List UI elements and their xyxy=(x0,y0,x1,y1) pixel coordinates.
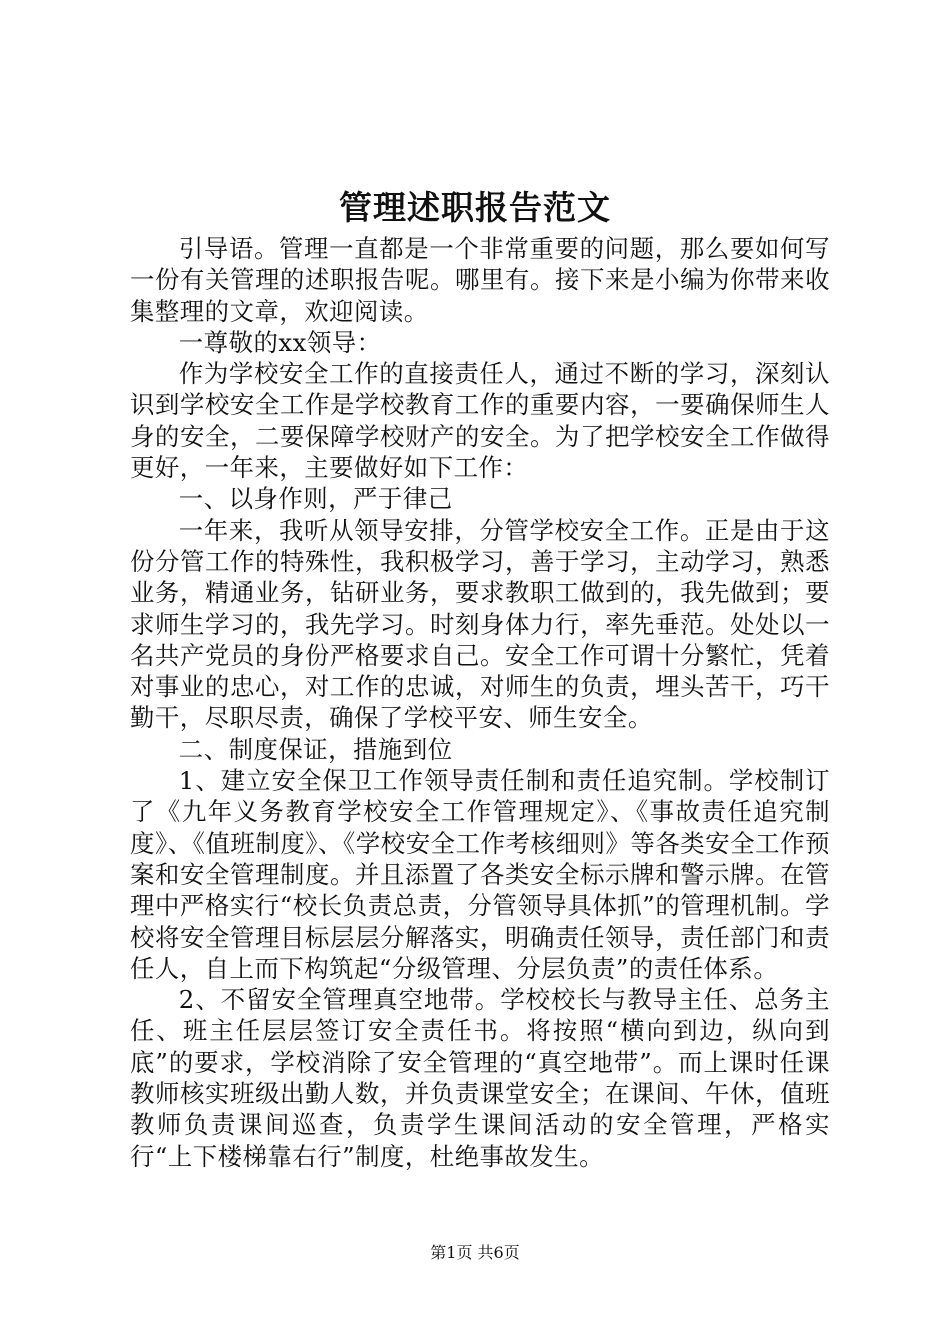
paragraph-opening: 作为学校安全工作的直接责任人，通过不断的学习，深刻认识到学校安全工作是学校教育工作的重要内容，一要确保师生人身的安全，二要保障学校财产的安全。为了把学校安全工作做得更好，一年来，主要做好如下工作： xyxy=(130,359,830,483)
document-body xyxy=(130,233,830,1172)
section-heading-1: 一、以身作则，严于律己 xyxy=(178,484,453,514)
section-heading-2: 二、制度保证，措施到位 xyxy=(178,734,453,764)
paragraph-intro: 引导语。管理一直都是一个非常重要的问题，那么要如何写一份有关管理的述职报告呢。哪里有。接下来是小编为你带来收集整理的文章，欢迎阅读。 xyxy=(130,234,830,326)
paragraph-salutation: 一尊敬的xx领导： xyxy=(178,327,382,357)
document-title: 管理述职报告范文 xyxy=(339,188,611,227)
page-number-footer: 第1页 共6页 xyxy=(430,1243,520,1262)
paragraph-item-1: 1、建立安全保卫工作领导责任制和责任追究制。学校制订了《九年义务教育学校安全工作管理规定》、《事故责任追究制度》、《值班制度》、《学校安全工作考核细则》等各类安全工作预案和安全管理制度。并且添置了各类安全标示牌和警示牌。在管理中严格实行“校长负责总责，分管领导具体抓”的管理机制。学校将安全管理目标层层分解落实，明确责任领导，责任部门和责任人，自上而下构筑起“分级管理、分层负责”的责任体系。 xyxy=(130,766,830,983)
paragraph-item-2: 2、不留安全管理真空地带。学校校长与教导主任、总务主任、班主任层层签订安全责任书。将按照“横向到边，纵向到底”的要求，学校消除了安全管理的“真空地带”。而上课时任课教师核实班级出勤人数，并负责课堂安全；在课间、午休，值班教师负责课间巡查，负责学生课间活动的安全管理，严格实行“上下楼梯靠右行”制度，杜绝事故发生。 xyxy=(130,985,830,1171)
paragraph-section-1: 一年来，我听从领导安排，分管学校安全工作。正是由于这份分管工作的特殊性，我积极学习，善于学习，主动学习，熟悉业务，精通业务，钻研业务，要求教职工做到的，我先做到；要求师生学习的，我先学习。时刻身体力行，率先垂范。处处以一名共产党员的身份严格要求自己。安全工作可谓十分繁忙，凭着对事业的忠心，对工作的忠诚，对师生的负责，埋头苦干，巧干勤干，尽职尽责，确保了学校平安、师生安全。 xyxy=(130,515,830,733)
